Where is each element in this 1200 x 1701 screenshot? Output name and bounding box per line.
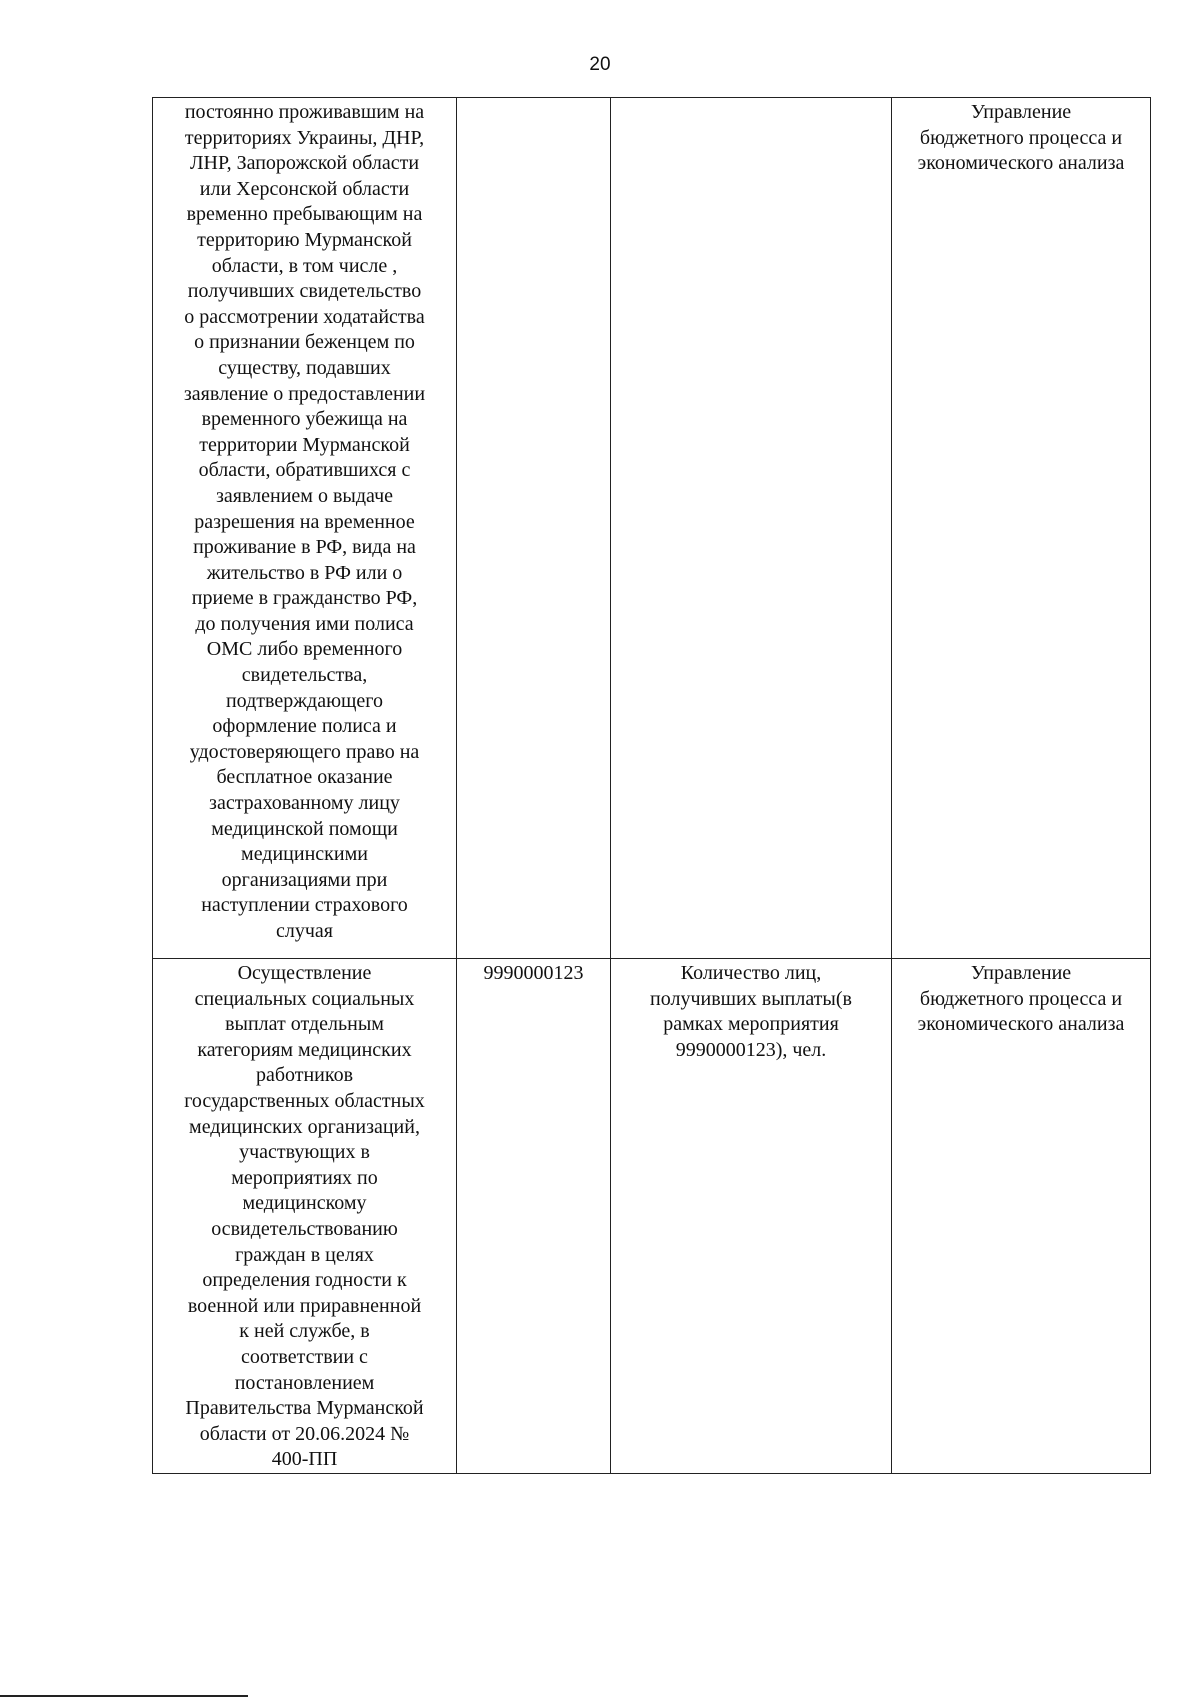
description-cell: [153, 959, 457, 1474]
text-line: Осуществление: [237, 962, 372, 984]
text-line: 9990000123), чел.: [675, 1038, 827, 1061]
text-line: проживание в РФ, вида на: [193, 536, 416, 559]
text-line: выплат отдельным: [225, 1013, 384, 1036]
text-line: организациями при: [221, 868, 388, 891]
text-line: существу, подавших: [218, 356, 391, 379]
footnote-rule: [0, 1695, 248, 1697]
text-line: медицинскому: [242, 1192, 367, 1215]
responsible-text: [896, 100, 1146, 177]
text-line: медицинскими: [241, 843, 368, 866]
code-cell: 9990000123: [457, 959, 611, 1474]
text-line: временно пребывающим на: [186, 203, 423, 226]
text-line: жительство в РФ или о: [206, 561, 403, 584]
text-line: медицинской помощи: [211, 817, 398, 840]
text-line: бюджетного процесса и: [919, 987, 1123, 1010]
text-line: области, в том числе ,: [211, 254, 398, 277]
text-line: 400-ПП: [271, 1448, 338, 1471]
text-line: получивших свидетельство: [187, 280, 422, 303]
responsible-text: [896, 961, 1146, 1038]
text-line: военной или приравненной: [187, 1294, 422, 1317]
text-line: подтверждающего: [225, 689, 384, 712]
text-line: оформление полиса и: [212, 715, 397, 738]
text-line: ЛНР, Запорожской области: [189, 152, 420, 175]
description-text: [157, 961, 452, 1473]
text-line: медицинских организаций,: [189, 1115, 420, 1138]
text-line: приеме в гражданство РФ,: [191, 587, 418, 610]
text-line: экономического анализа: [917, 1013, 1125, 1036]
text-line: Управление: [970, 962, 1072, 984]
text-line: территорию Мурманской: [197, 228, 412, 251]
text-line: разрешения на временное: [194, 510, 415, 533]
text-line: заявлением о выдаче: [215, 484, 394, 507]
text-line: участвующих в: [239, 1141, 370, 1164]
text-line: специальных социальных: [194, 987, 415, 1010]
text-line: бесплатное оказание: [216, 766, 393, 789]
text-line: мероприятиях по: [231, 1166, 378, 1189]
text-line: области от 20.06.2024 №: [199, 1422, 410, 1445]
text-line: соответствии с: [241, 1345, 368, 1368]
description-cell: [153, 98, 457, 959]
text-line: постановлением: [234, 1371, 375, 1394]
text-line: государственных областных: [184, 1089, 425, 1112]
text-line: о признании беженцем по: [194, 331, 415, 354]
code-cell: [457, 98, 611, 959]
table-row: [153, 98, 1151, 959]
description-text: [157, 100, 452, 945]
text-line: Количество лиц,: [680, 962, 822, 984]
text-line: области, обратившихся с: [198, 459, 411, 482]
text-line: работников: [255, 1064, 354, 1087]
text-line: постоянно проживавшим на: [184, 101, 425, 123]
text-line: к ней службе, в: [239, 1320, 370, 1343]
indicator-cell: [611, 98, 892, 959]
responsible-cell: [892, 98, 1151, 959]
measures-table: [152, 97, 1151, 1474]
text-line: застрахованному лицу: [209, 792, 400, 815]
text-line: случая: [276, 920, 333, 942]
text-line: получивших выплаты(в: [650, 987, 852, 1010]
text-line: территории Мурманской: [199, 433, 410, 456]
responsible-cell: [892, 959, 1151, 1474]
text-line: бюджетного процесса и: [919, 126, 1123, 149]
text-line: граждан в целях: [235, 1243, 374, 1266]
text-line: территориях Украины, ДНР,: [184, 126, 425, 149]
text-line: рамках мероприятия: [663, 1013, 839, 1036]
text-line: наступлении страхового: [201, 894, 408, 917]
text-line: свидетельства,: [241, 664, 368, 687]
text-line: о рассмотрении ходатайства: [184, 305, 425, 328]
text-line: ОМС либо временного: [206, 638, 403, 661]
text-line: экономического анализа: [917, 152, 1125, 175]
text-line: определения годности к: [202, 1269, 407, 1292]
table-row: [153, 959, 1151, 1474]
text-line: заявление о предоставлении: [183, 382, 426, 405]
text-line: освидетельствованию: [211, 1217, 398, 1240]
page-number: 20: [589, 54, 611, 75]
text-line: Управление: [970, 101, 1072, 123]
text-line: временного убежища на: [201, 408, 408, 431]
text-line: удостоверяющего право на: [189, 740, 420, 763]
text-line: до получения ими полиса: [195, 612, 414, 635]
text-line: категориям медицинских: [197, 1038, 412, 1061]
text-line: или Херсонской области: [199, 177, 410, 200]
text-line: Правительства Мурманской: [185, 1397, 424, 1420]
indicator-cell: [611, 959, 892, 1474]
indicator-text: [615, 961, 887, 1063]
